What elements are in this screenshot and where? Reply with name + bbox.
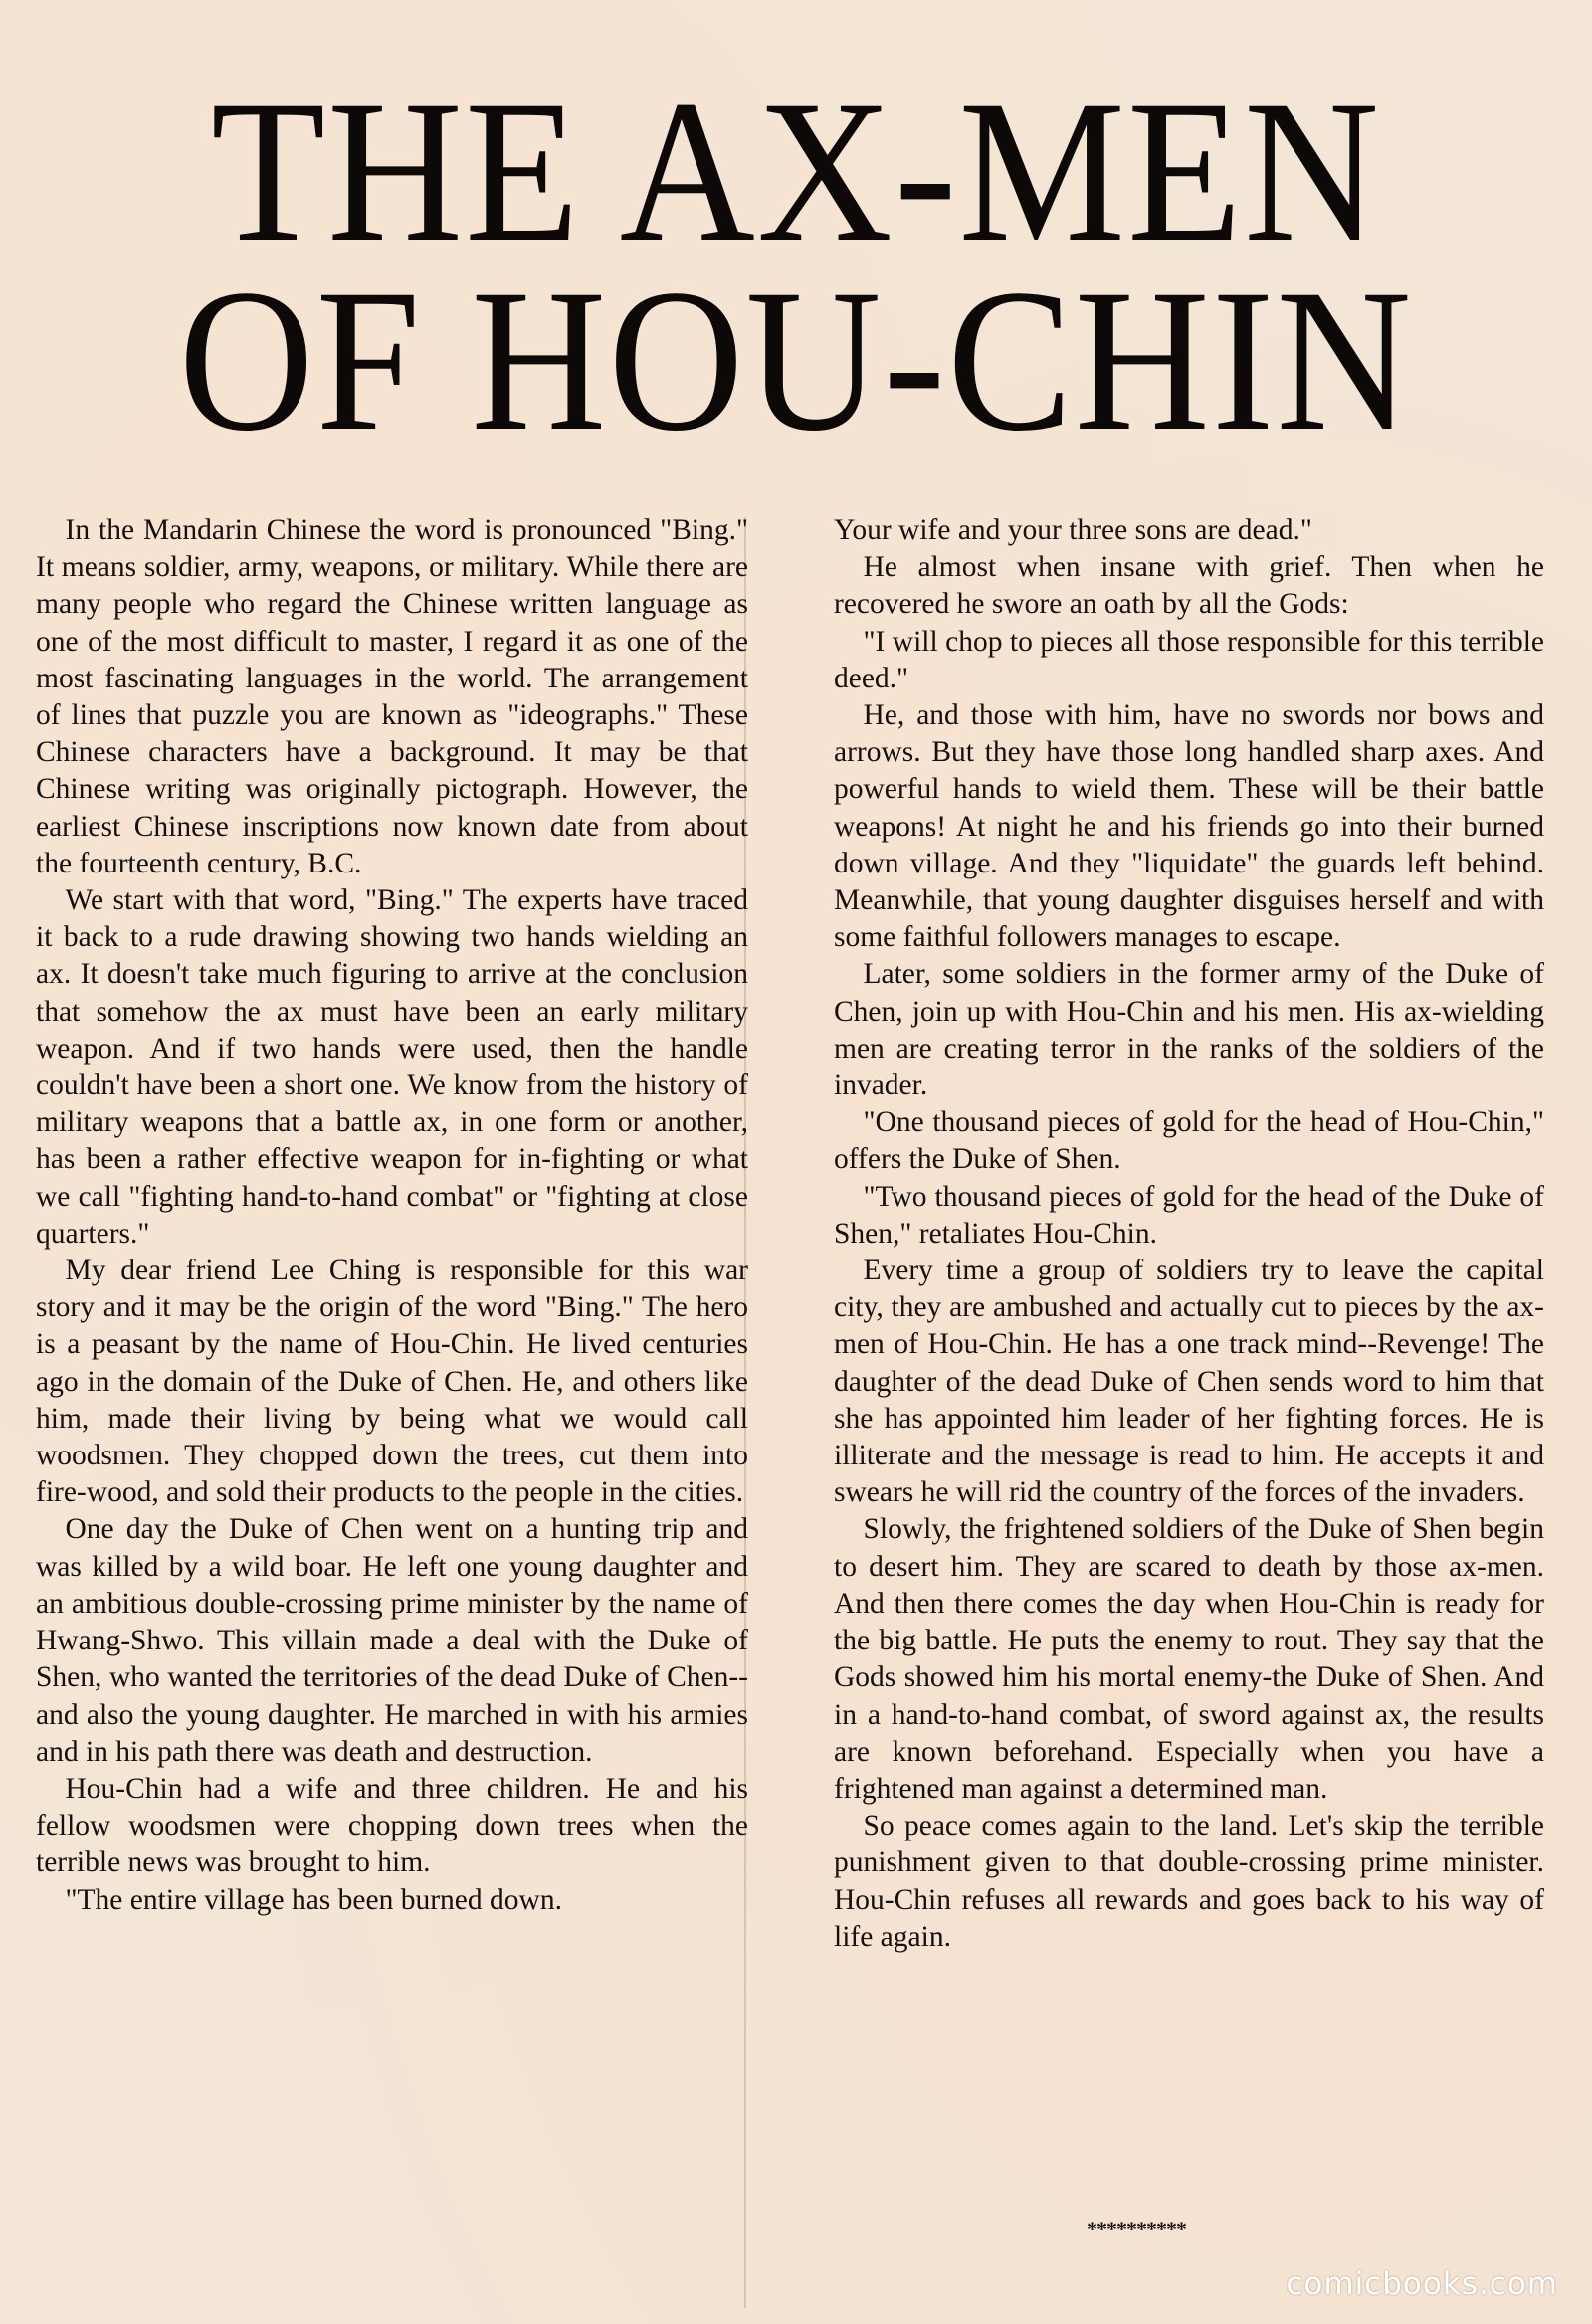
paragraph: Later, some soldiers in the former army of the Duke of Chen, join up with Hou-Chin and his men. His ax-wielding men are creating terror in the ranks of the soldiers of the invader.: [834, 958, 1544, 1102]
paragraph-continued: Your wife and your three sons are dead.": [834, 514, 1312, 546]
right-text-column: [834, 512, 1544, 1956]
story-title: [64, 59, 1528, 474]
left-text-column: [36, 512, 748, 1919]
paragraph: He, and those with him, have no swords nor bows and arrows. But they have those long handled sharp axes. And powerful hands to wield them. These will be their battle weapons! At night he and his friends go into their burned down village. And they "liquidate" the guards left behind. Meanwhile, that young daughter disguises herself and with some faithful followers manages to escape.: [834, 699, 1544, 954]
paragraph: One day the Duke of Chen went on a hunting trip and was killed by a wild boar. He left one young daughter and an ambitious double-crossing prime minister by the name of Hwang-Shwo. This villain made a deal with the Duke of Shen, who wanted the territories of the dead Duke of Chen--and also the young daughter. He marched in with his armies and in his path there was death and destruction.: [36, 1513, 748, 1768]
paragraph: "Two thousand pieces of gold for the head of the Duke of Shen," retaliates Hou-Chin.: [834, 1180, 1544, 1250]
title-line-1: THE AX-MEN: [210, 59, 1382, 285]
paragraph: Every time a group of soldiers try to leave the capital city, they are ambushed and actually cut to pieces by the ax-men of Hou-Chin. He has a one track mind--Revenge! The daughter of the dead Duke of Chen sends word to him that she has appointed him leader of her fighting forces. He is illiterate and the message is read to him. He accepts it and swears he will rid the country of the forces of the invaders.: [834, 1255, 1544, 1509]
site-watermark: comicbooks.com: [1286, 2266, 1558, 2302]
paragraph: "One thousand pieces of gold for the head of Hou-Chin," offers the Duke of Shen.: [834, 1106, 1544, 1176]
paragraph: We start with that word, "Bing." The experts have traced it back to a rude drawing showing two hands wielding an ax. It doesn't take much figuring to arrive at the conclusion that somehow the ax must have been an early military weapon. And if two hands were used, then the handle couldn't have been a short one. We know from the history of military weapons that a battle ax, in one form or another, has been a rather effective weapon for in-fighting or what we call "fighting hand-to-hand combat" or "fighting at close quarters.": [36, 884, 748, 1250]
paragraph: "I will chop to pieces all those responsible for this terrible deed.": [834, 625, 1544, 694]
end-of-story-mark: **********: [1087, 2217, 1186, 2241]
title-line-2: OF HOU-CHIN: [178, 248, 1414, 474]
paragraph: Slowly, the frightened soldiers of the Duke of Shen begin to desert him. They are scared to death by those ax-men. And then there comes the day when Hou-Chin is ready for the big battle. He puts the enemy to rout. They say that the Gods showed him his mortal enemy-the Duke of Shen. And in a hand-to-hand combat, of sword against ax, the results are known beforehand. Especially when you have a frightened man against a determined man.: [834, 1513, 1544, 1805]
paragraph: Hou-Chin had a wife and three children. He and his fellow woodsmen were chopping down trees when the terrible news was brought to him.: [36, 1772, 748, 1879]
paragraph: He almost when insane with grief. Then when he recovered he swore an oath by all the Gods:: [834, 551, 1544, 621]
paragraph: My dear friend Lee Ching is responsible for this war story and it may be the origin of the word "Bing." The hero is a peasant by the name of Hou-Chin. He lived centuries ago in the domain of the Duke of Chen. He, and others like him, made their living by being what we would call woodsmen. They chopped down the trees, cut them into fire-wood, and sold their products to the people in the cities.: [36, 1255, 748, 1509]
paragraph: In the Mandarin Chinese the word is pronounced "Bing." It means soldier, army, weapons, or military. While there are many people who regard the Chinese written language as one of the most difficult to master, I regard it as one of the most fascinating languages in the world. The arrangement of lines that puzzle you are known as "ideographs." These Chinese characters have a background. It may be that Chinese writing was originally pictograph. However, the earliest Chinese inscriptions now known date from about the fourteenth century, B.C.: [36, 514, 748, 879]
paragraph: So peace comes again to the land. Let's skip the terrible punishment given to that double-crossing prime minister. Hou-Chin refuses all rewards and goes back to his way of life again.: [834, 1810, 1544, 1953]
paragraph: "The entire village has been burned down.: [65, 1883, 562, 1916]
